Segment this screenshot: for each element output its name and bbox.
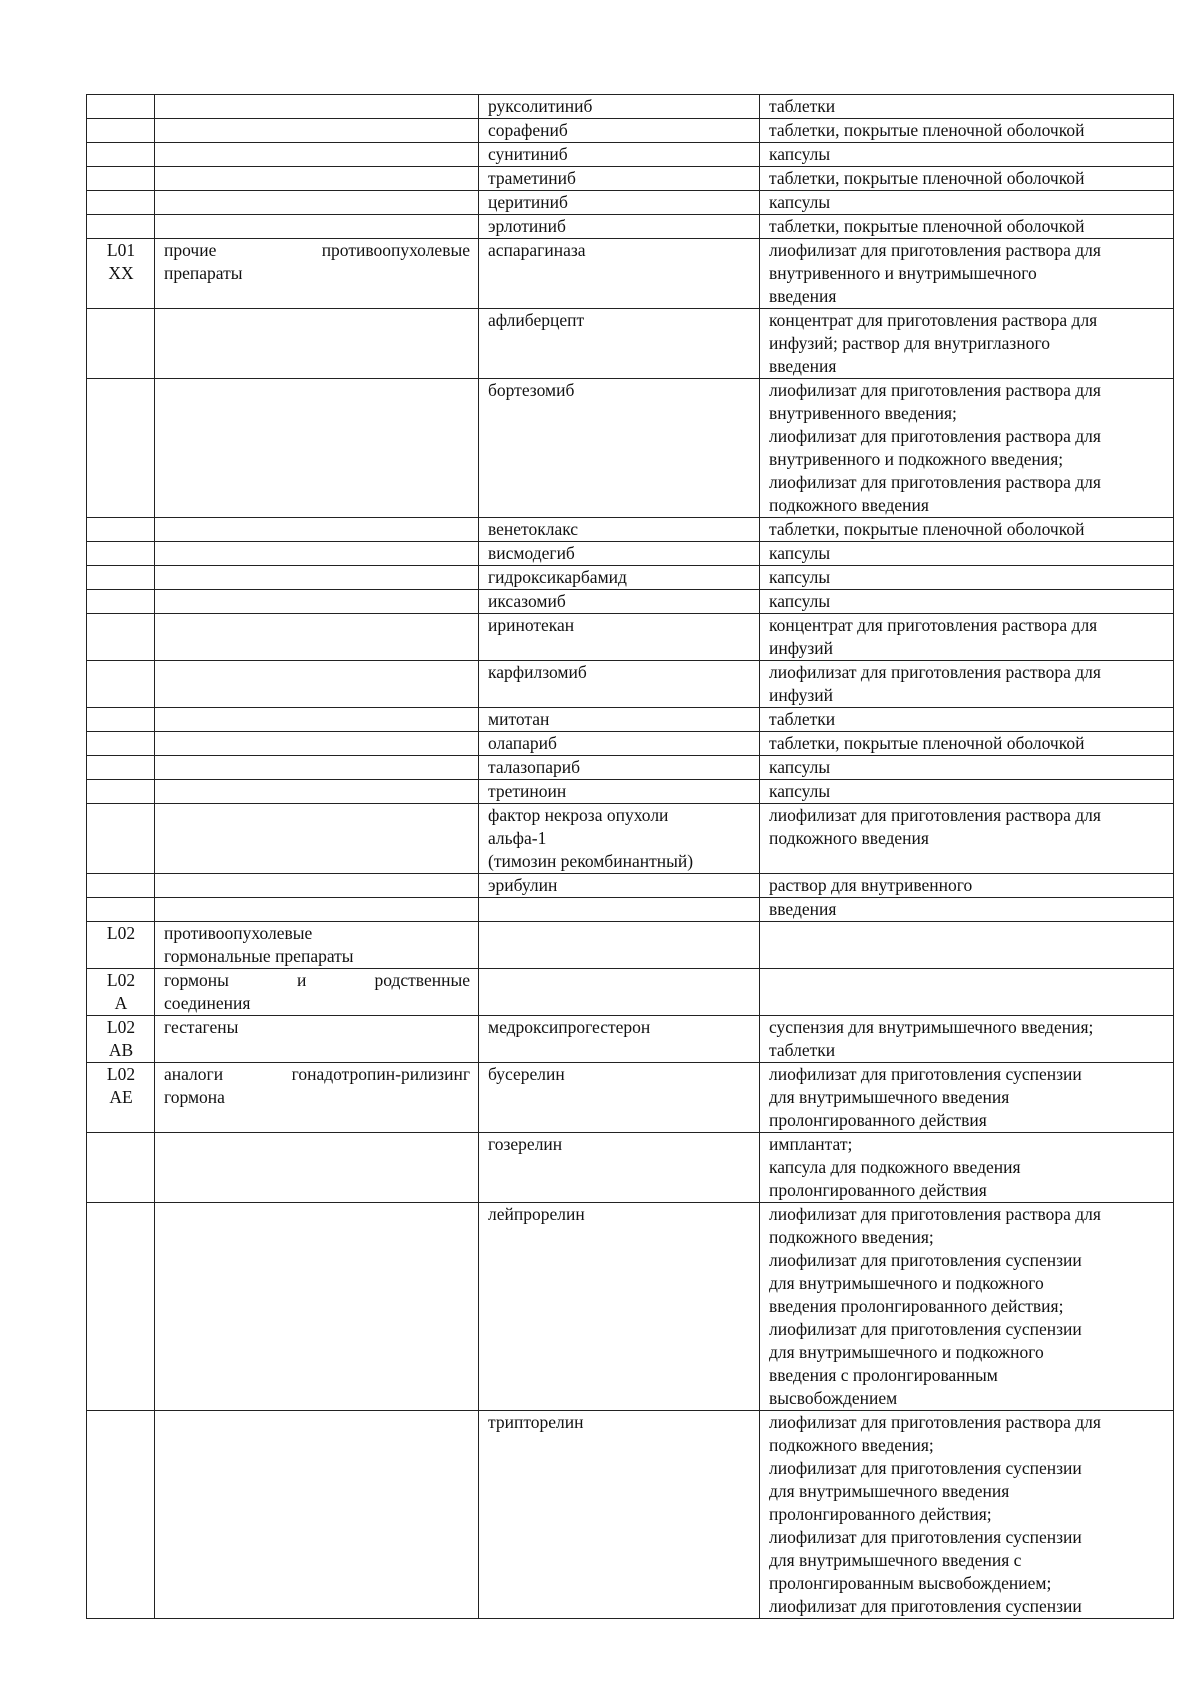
table-row xyxy=(87,542,1174,566)
group-name-line: аналоги гонадотропин-рилизинг xyxy=(164,1064,470,1084)
atc-code-cell xyxy=(87,1063,155,1133)
dosage-form-cell xyxy=(760,143,1174,167)
drug-list-table xyxy=(86,94,1174,1619)
atc-code-cell xyxy=(87,708,155,732)
dosage-form-line: пролонгированного действия xyxy=(769,1110,987,1130)
drug-name-cell xyxy=(479,732,760,756)
dosage-form-cell xyxy=(760,542,1174,566)
dosage-form-cell xyxy=(760,95,1174,119)
drug-name-cell xyxy=(479,239,760,309)
group-name-line: препараты xyxy=(164,263,243,283)
drug-name-line: иксазомиб xyxy=(488,591,566,611)
drug-name-cell xyxy=(479,898,760,922)
atc-code-cell xyxy=(87,167,155,191)
drug-name-cell xyxy=(479,1411,760,1619)
atc-code-cell xyxy=(87,732,155,756)
dosage-form-cell xyxy=(760,804,1174,874)
table-row xyxy=(87,119,1174,143)
atc-code-cell xyxy=(87,1016,155,1063)
atc-code-cell xyxy=(87,1203,155,1411)
table-row xyxy=(87,898,1174,922)
group-name-cell xyxy=(155,708,479,732)
drug-name-line: эрибулин xyxy=(488,875,558,895)
dosage-form-line: пролонгированным высвобождением; xyxy=(769,1573,1052,1593)
drug-name-line: руксолитиниб xyxy=(488,96,593,116)
table-row xyxy=(87,804,1174,874)
dosage-form-cell xyxy=(760,756,1174,780)
drug-name-cell xyxy=(479,969,760,1016)
group-name-cell xyxy=(155,95,479,119)
dosage-form-cell xyxy=(760,922,1174,969)
drug-name-line: аспарагиназа xyxy=(488,240,586,260)
atc-code-line: L02 xyxy=(106,970,136,990)
drug-name-line: альфа-1 xyxy=(488,828,547,848)
atc-code-cell xyxy=(87,143,155,167)
drug-name-line: олапариб xyxy=(488,733,557,753)
drug-name-cell xyxy=(479,566,760,590)
drug-name-cell xyxy=(479,1133,760,1203)
table-row xyxy=(87,1203,1174,1411)
drug-name-line: гозерелин xyxy=(488,1134,563,1154)
drug-name-cell xyxy=(479,95,760,119)
drug-name-cell xyxy=(479,590,760,614)
dosage-form-line: для внутримышечного и подкожного xyxy=(769,1342,1044,1362)
drug-name-cell xyxy=(479,780,760,804)
table-row xyxy=(87,661,1174,708)
dosage-form-cell xyxy=(760,379,1174,518)
dosage-form-line: таблетки, покрытые пленочной оболочкой xyxy=(769,733,1085,753)
table-row xyxy=(87,1063,1174,1133)
dosage-form-cell xyxy=(760,969,1174,1016)
dosage-form-line: введения xyxy=(769,899,837,919)
atc-code-line: AB xyxy=(108,1040,134,1060)
table-row xyxy=(87,590,1174,614)
group-name-cell xyxy=(155,590,479,614)
dosage-form-line: внутривенного и подкожного введения; xyxy=(769,449,1064,469)
table-row xyxy=(87,309,1174,379)
dosage-form-line: для внутримышечного и подкожного xyxy=(769,1273,1044,1293)
drug-name-line: сунитиниб xyxy=(488,144,568,164)
atc-code-cell xyxy=(87,119,155,143)
dosage-form-cell xyxy=(760,1016,1174,1063)
drug-name-line: эрлотиниб xyxy=(488,216,566,236)
dosage-form-line: имплантат; xyxy=(769,1134,853,1154)
group-name-cell xyxy=(155,309,479,379)
dosage-form-cell xyxy=(760,167,1174,191)
table-row xyxy=(87,566,1174,590)
drug-name-cell xyxy=(479,708,760,732)
atc-code-cell xyxy=(87,1133,155,1203)
dosage-form-line: лиофилизат для приготовления суспензии xyxy=(769,1596,1082,1616)
dosage-form-cell xyxy=(760,590,1174,614)
group-name-line: гормона xyxy=(164,1087,225,1107)
dosage-form-line: лиофилизат для приготовления раствора для xyxy=(769,240,1101,260)
dosage-form-line: лиофилизат для приготовления суспензии xyxy=(769,1527,1082,1547)
atc-code-cell xyxy=(87,191,155,215)
dosage-form-line: концентрат для приготовления раствора для xyxy=(769,615,1098,635)
group-name-cell xyxy=(155,898,479,922)
group-name-cell xyxy=(155,661,479,708)
group-name-cell xyxy=(155,969,479,1016)
group-name-line: гормоны и родственные xyxy=(164,970,470,990)
table-row xyxy=(87,239,1174,309)
group-name-cell xyxy=(155,732,479,756)
dosage-form-cell xyxy=(760,518,1174,542)
dosage-form-cell xyxy=(760,780,1174,804)
drug-name-cell xyxy=(479,167,760,191)
dosage-form-line: капсулы xyxy=(769,781,831,801)
group-name-cell xyxy=(155,1133,479,1203)
group-name-line: соединения xyxy=(164,993,251,1013)
dosage-form-line: пролонгированного действия xyxy=(769,1180,987,1200)
dosage-form-cell xyxy=(760,1411,1174,1619)
table-row xyxy=(87,191,1174,215)
group-name-cell xyxy=(155,379,479,518)
dosage-form-line: лиофилизат для приготовления раствора для xyxy=(769,1412,1101,1432)
atc-code-cell xyxy=(87,898,155,922)
dosage-form-line: раствор для внутривенного xyxy=(769,875,973,895)
drug-name-line: сорафениб xyxy=(488,120,568,140)
atc-code-line: AE xyxy=(109,1087,133,1107)
dosage-form-cell xyxy=(760,614,1174,661)
atc-code-cell xyxy=(87,239,155,309)
dosage-form-cell xyxy=(760,1133,1174,1203)
group-name-cell xyxy=(155,780,479,804)
atc-code-cell xyxy=(87,542,155,566)
group-name-cell xyxy=(155,167,479,191)
dosage-form-line: подкожного введения; xyxy=(769,1227,934,1247)
table-row xyxy=(87,874,1174,898)
group-name-cell xyxy=(155,191,479,215)
dosage-form-line: концентрат для приготовления раствора для xyxy=(769,310,1098,330)
drug-name-line: висмодегиб xyxy=(488,543,575,563)
group-name-cell xyxy=(155,566,479,590)
atc-code-cell xyxy=(87,590,155,614)
table-row xyxy=(87,780,1174,804)
dosage-form-line: внутривенного введения; xyxy=(769,403,957,423)
atc-code-cell xyxy=(87,922,155,969)
drug-name-line: венетоклакс xyxy=(488,519,579,539)
group-name-line: противоопухолевые xyxy=(164,923,313,943)
dosage-form-cell xyxy=(760,1203,1174,1411)
atc-code-cell xyxy=(87,566,155,590)
dosage-form-cell xyxy=(760,898,1174,922)
dosage-form-line: таблетки xyxy=(769,709,836,729)
drug-name-cell xyxy=(479,542,760,566)
dosage-form-line: для внутримышечного введения с xyxy=(769,1550,1022,1570)
group-name-line: гормональные препараты xyxy=(164,946,354,966)
drug-name-cell xyxy=(479,1016,760,1063)
group-name-cell xyxy=(155,874,479,898)
dosage-form-line: лиофилизат для приготовления суспензии xyxy=(769,1458,1082,1478)
drug-name-line: медроксипрогестерон xyxy=(488,1017,651,1037)
drug-name-line: карфилзомиб xyxy=(488,662,587,682)
dosage-form-line: внутривенного и внутримышечного xyxy=(769,263,1037,283)
dosage-form-line: таблетки, покрытые пленочной оболочкой xyxy=(769,120,1085,140)
drug-name-cell xyxy=(479,309,760,379)
dosage-form-line: капсулы xyxy=(769,543,831,563)
drug-name-line: бусерелин xyxy=(488,1064,565,1084)
drug-name-line: афлиберцепт xyxy=(488,310,585,330)
group-name-cell xyxy=(155,614,479,661)
drug-name-cell xyxy=(479,1203,760,1411)
dosage-form-line: таблетки xyxy=(769,1040,836,1060)
dosage-form-line: лиофилизат для приготовления суспензии xyxy=(769,1319,1082,1339)
drug-name-line: (тимозин рекомбинантный) xyxy=(488,851,694,871)
atc-code-cell xyxy=(87,804,155,874)
dosage-form-line: лиофилизат для приготовления раствора для xyxy=(769,426,1101,446)
drug-name-line: лейпрорелин xyxy=(488,1204,585,1224)
group-name-cell xyxy=(155,804,479,874)
atc-code-cell xyxy=(87,756,155,780)
atc-code-cell xyxy=(87,874,155,898)
dosage-form-cell xyxy=(760,566,1174,590)
atc-code-cell xyxy=(87,518,155,542)
dosage-form-line: лиофилизат для приготовления раствора для xyxy=(769,472,1101,492)
drug-name-line: траметиниб xyxy=(488,168,576,188)
dosage-form-cell xyxy=(760,874,1174,898)
drug-name-line: церитиниб xyxy=(488,192,568,212)
drug-name-cell xyxy=(479,874,760,898)
table-row xyxy=(87,167,1174,191)
table-row xyxy=(87,922,1174,969)
table-row xyxy=(87,708,1174,732)
atc-code-cell xyxy=(87,1411,155,1619)
group-name-cell xyxy=(155,119,479,143)
dosage-form-line: лиофилизат для приготовления суспензии xyxy=(769,1064,1082,1084)
dosage-form-line: таблетки xyxy=(769,96,836,116)
drug-name-line: фактор некроза опухоли xyxy=(488,805,669,825)
drug-name-line: бортезомиб xyxy=(488,380,575,400)
group-name-cell xyxy=(155,239,479,309)
dosage-form-line: суспензия для внутримышечного введения; xyxy=(769,1017,1094,1037)
drug-name-cell xyxy=(479,1063,760,1133)
dosage-form-line: лиофилизат для приготовления раствора для xyxy=(769,805,1101,825)
group-name-cell xyxy=(155,518,479,542)
dosage-form-line: капсулы xyxy=(769,192,831,212)
drug-name-cell xyxy=(479,379,760,518)
atc-code-cell xyxy=(87,379,155,518)
drug-name-cell xyxy=(479,215,760,239)
dosage-form-line: введения с пролонгированным xyxy=(769,1365,998,1385)
table-row xyxy=(87,614,1174,661)
drug-name-line: гидроксикарбамид xyxy=(488,567,627,587)
dosage-form-line: инфузий xyxy=(769,685,834,705)
table-row xyxy=(87,756,1174,780)
group-name-cell xyxy=(155,1016,479,1063)
dosage-form-line: для внутримышечного введения xyxy=(769,1481,1010,1501)
dosage-form-line: капсулы xyxy=(769,567,831,587)
drug-name-cell xyxy=(479,119,760,143)
table-row xyxy=(87,969,1174,1016)
dosage-form-line: введения xyxy=(769,286,837,306)
dosage-form-cell xyxy=(760,119,1174,143)
drug-name-cell xyxy=(479,518,760,542)
dosage-form-line: введения пролонгированного действия; xyxy=(769,1296,1064,1316)
dosage-form-line: таблетки, покрытые пленочной оболочкой xyxy=(769,216,1085,236)
drug-name-line: иринотекан xyxy=(488,615,575,635)
dosage-form-cell xyxy=(760,661,1174,708)
drug-name-line: третиноин xyxy=(488,781,567,801)
table-row xyxy=(87,518,1174,542)
dosage-form-line: лиофилизат для приготовления раствора для xyxy=(769,662,1101,682)
dosage-form-cell xyxy=(760,191,1174,215)
table-row xyxy=(87,1133,1174,1203)
dosage-form-line: лиофилизат для приготовления раствора для xyxy=(769,1204,1101,1224)
dosage-form-line: капсула для подкожного введения xyxy=(769,1157,1021,1177)
atc-code-cell xyxy=(87,661,155,708)
group-name-cell xyxy=(155,542,479,566)
atc-code-cell xyxy=(87,215,155,239)
table-row xyxy=(87,95,1174,119)
group-name-cell xyxy=(155,756,479,780)
dosage-form-line: капсулы xyxy=(769,591,831,611)
drug-name-line: трипторелин xyxy=(488,1412,584,1432)
group-name-cell xyxy=(155,1411,479,1619)
group-name-cell xyxy=(155,1063,479,1133)
dosage-form-line: высвобождением xyxy=(769,1388,898,1408)
atc-code-cell xyxy=(87,780,155,804)
dosage-form-line: таблетки, покрытые пленочной оболочкой xyxy=(769,519,1085,539)
atc-code-line: L02 xyxy=(106,1064,136,1084)
drug-name-cell xyxy=(479,143,760,167)
dosage-form-line: лиофилизат для приготовления раствора для xyxy=(769,380,1101,400)
atc-code-line: A xyxy=(114,993,128,1013)
atc-code-cell xyxy=(87,95,155,119)
dosage-form-line: подкожного введения; xyxy=(769,1435,934,1455)
dosage-form-cell xyxy=(760,215,1174,239)
drug-name-line: талазопариб xyxy=(488,757,580,777)
drug-name-cell xyxy=(479,191,760,215)
atc-code-line: L02 xyxy=(106,1017,136,1037)
drug-name-cell xyxy=(479,661,760,708)
dosage-form-line: введения xyxy=(769,356,837,376)
drug-name-line: митотан xyxy=(488,709,550,729)
table-body xyxy=(87,95,1174,1619)
drug-name-cell xyxy=(479,756,760,780)
dosage-form-cell xyxy=(760,309,1174,379)
dosage-form-line: для внутримышечного введения xyxy=(769,1087,1010,1107)
drug-name-cell xyxy=(479,804,760,874)
atc-code-line: L01 xyxy=(106,240,136,260)
group-name-line: гестагены xyxy=(164,1017,239,1037)
group-name-line: прочие противоопухолевые xyxy=(164,240,470,260)
dosage-form-line: инфузий; раствор для внутриглазного xyxy=(769,333,1050,353)
atc-code-cell xyxy=(87,309,155,379)
atc-code-cell xyxy=(87,614,155,661)
dosage-form-line: пролонгированного действия; xyxy=(769,1504,992,1524)
dosage-form-line: лиофилизат для приготовления суспензии xyxy=(769,1250,1082,1270)
dosage-form-line: инфузий xyxy=(769,638,834,658)
group-name-cell xyxy=(155,922,479,969)
dosage-form-line: капсулы xyxy=(769,144,831,164)
dosage-form-line: капсулы xyxy=(769,757,831,777)
dosage-form-cell xyxy=(760,239,1174,309)
table-row xyxy=(87,1411,1174,1619)
table-row xyxy=(87,143,1174,167)
group-name-cell xyxy=(155,1203,479,1411)
dosage-form-cell xyxy=(760,1063,1174,1133)
drug-name-cell xyxy=(479,922,760,969)
table-row xyxy=(87,379,1174,518)
dosage-form-cell xyxy=(760,708,1174,732)
dosage-form-line: подкожного введения xyxy=(769,495,929,515)
table-row xyxy=(87,732,1174,756)
drug-name-cell xyxy=(479,614,760,661)
atc-code-cell xyxy=(87,969,155,1016)
atc-code-line: XX xyxy=(108,263,134,283)
table-row xyxy=(87,1016,1174,1063)
dosage-form-line: таблетки, покрытые пленочной оболочкой xyxy=(769,168,1085,188)
dosage-form-cell xyxy=(760,732,1174,756)
group-name-cell xyxy=(155,143,479,167)
table-row xyxy=(87,215,1174,239)
dosage-form-line: подкожного введения xyxy=(769,828,929,848)
atc-code-line: L02 xyxy=(106,923,136,943)
group-name-cell xyxy=(155,215,479,239)
